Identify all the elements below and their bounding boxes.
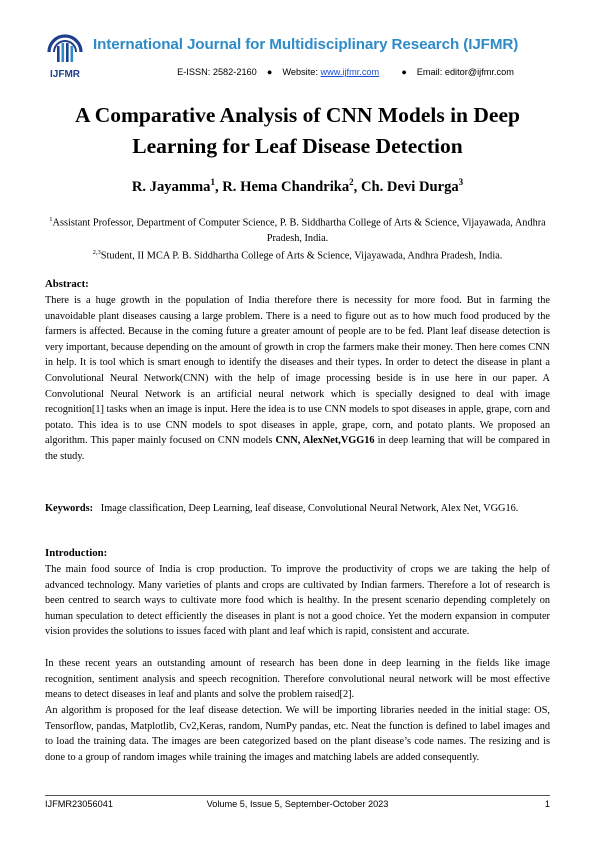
keywords-text: Image classification, Deep Learning, leaf disease, Convolutional Neural Network, Alex Net, VGG16. <box>100 503 519 514</box>
author-list: R. Jayamma$^1$, R. Hema Chandrika$^2$, Ch. Devi Durga$^3$ <box>131 177 464 195</box>
author-name: R. Jayamma <box>131 178 211 195</box>
affiliation-text: Student, II MCA P. B. Siddhartha College of Arts & Science, Vijayawada, Andhra Pradesh, India. <box>100 250 503 262</box>
author-name: Ch. Devi Durga <box>360 178 459 195</box>
introduction-paragraph-1: The main food source of India is crop production. To improve the productivity of crops we are taking the help of advanced technology. Many varieties of plants and crops are cultivated by Indian farmers. Therefore a lot of research is been centred to search ways to cultivate more food which is healthy. In the present scenario depending completely on human speculation to detect efficiently the diseases in plant is not a good choice. Yet the modern expansion in computer vision provides the solutions to issues faced with plant and leaf which is rapid, consistent and accurate. <box>45 564 550 638</box>
footer-page-number: 1 <box>544 799 550 809</box>
journal-contact-line: E-ISSN: 2582-2160 ● Website: www.ijfmr.com ● Email: editor@ijfmr.com <box>177 67 514 77</box>
abstract-tail: in deep learning that will be compared in the study. <box>45 435 550 462</box>
footer-volume: Volume 5, Issue 5, September-October 2023 <box>206 799 389 809</box>
paper-title: A Comparative Analysis of CNN Models in Deep Learning for Leaf Disease Detection <box>75 103 520 158</box>
journal-title: International Journal for Multidisciplinary Research (IJFMR) <box>93 36 519 53</box>
author-name: R. Hema Chandrika <box>222 178 350 195</box>
affiliation-mark: 2,3 <box>92 249 101 256</box>
email-text: Email: editor@ijfmr.com <box>416 67 514 77</box>
introduction-heading: Introduction: <box>45 547 108 559</box>
affiliation-2 <box>40 245 555 264</box>
introduction-paragraph-3: An algorithm is proposed for the leaf disease detection. We will be importing libraries needed in the initial stage: OS, Tensorflow, pandas, Matplotlib, Cv2,Keras, random, NumPy pandas, etc. Neat the function is defined to label images and to load the training data. The images are been categorized based on the plant disease’s code names. The resizing and is done to a group of random images while training the images and matching labels are added consequently. <box>45 705 550 763</box>
website-link[interactable]: www.ijfmr.com <box>320 67 380 77</box>
abstract-body <box>45 293 550 465</box>
introduction-paragraph-2: In these recent years an outstanding amount of research has been done in deep learning in the fields like image recognition, sentiment analysis and speech recognition. Therefore convolutional neural network will be most effective means to detect diseases in leaf and plants and solve the problem raised[2]. <box>45 658 550 701</box>
footer-paper-id: IJFMR23056041 <box>45 799 113 809</box>
author-affiliation-mark: 2 <box>349 177 354 187</box>
keywords-block <box>45 501 550 517</box>
author-affiliation-mark: 3 <box>458 177 464 187</box>
website-label: Website: <box>282 67 318 77</box>
affiliation-mark: 1 <box>49 216 53 223</box>
logo-wordmark: IJFMR <box>50 69 80 80</box>
abstract-heading: Abstract: <box>45 278 89 290</box>
keywords-label: Keywords: <box>45 503 94 514</box>
footer-divider <box>45 795 550 796</box>
issn-text: E-ISSN: 2582-2160 <box>177 67 257 77</box>
affiliation-text: Assistant Professor, Department of Computer Science, P. B. Siddhartha College of Arts & Science, Vijayawada, Andhra Pradesh, India. <box>52 217 546 245</box>
abstract-bold-models: CNN, AlexNet,VGG16 <box>275 435 375 447</box>
affiliation-1 <box>40 212 555 247</box>
abstract-text: There is a huge growth in the population of India therefore there is necessity for more food. But in farming the unavoidable plant diseases causing a large problem. There is a need to figure out as to how much food produced by the farmers is affected. Because in the coming future a greater amount of people are to be fed. Plant leaf disease detection is very important, because depending on the amount of growth in crop the farmers make their money. Then here comes CNN in help. It is tool which is smart enough to identify the diseases and their types. In order to detect the disease in plant a Convolutional Neural Network(CNN) with the help of image processing beside is in use here in our paper. A Convolutional Neural Network is an artificial neural network which is specially designed to deal with image recognition[1] tasks when an image is input. Here the idea is to use CNN models to spot diseases in apple, grape, corn and potato. This idea is to use CNN models to spot diseases in apple, grape, corn, and potato plants. We proposed an algorithm. This paper mainly focused on CNN models <box>45 295 550 447</box>
author-affiliation-mark: 1 <box>210 177 215 187</box>
